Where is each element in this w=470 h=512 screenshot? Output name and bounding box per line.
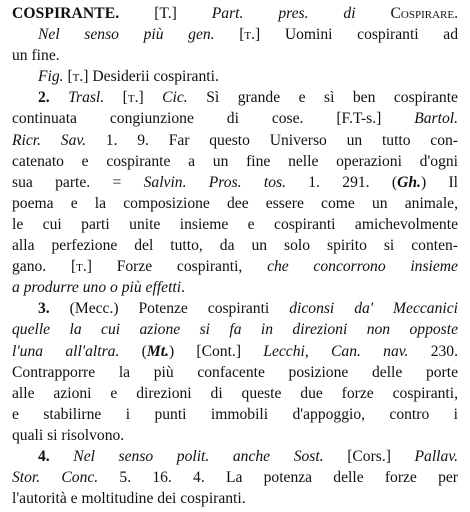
example-text: 1. 9. Far questo Universo un tutto con-	[105, 131, 459, 149]
gloss: a produrre uno o più effetti	[12, 279, 182, 297]
entry-line-13	[12, 256, 458, 277]
example-text: alla perfezione del tutto, da un solo spirito si conten-	[12, 237, 458, 255]
entry-line-14: a produrre uno o più effetti.	[12, 279, 185, 297]
example-text: gano.	[12, 258, 47, 276]
entry-line-18	[12, 362, 458, 383]
entry-line-24	[12, 488, 458, 509]
entry-line-15	[12, 298, 458, 319]
example-text: catenato e cospirante a un fine nelle operazioni d'ogni	[12, 152, 458, 170]
tag-t: [т.]	[239, 26, 261, 44]
sense-label: Fig.	[38, 68, 64, 86]
sense-number: 3.	[38, 300, 50, 318]
example-text: (Mecc.) Potenze cospiranti	[69, 300, 270, 318]
citation: 1. 291. (Gh.) Il	[308, 173, 458, 191]
entry-line-6	[12, 108, 458, 129]
tag-t: [T.]	[154, 5, 177, 22]
example-text: quali si risolvono.	[12, 426, 125, 444]
example-text: e stabilirne i punti immobili d'appoggio, contro i	[12, 405, 458, 423]
sense-number: 2.	[38, 89, 50, 107]
entry-line-21	[12, 425, 458, 446]
example-text: 5. 16. 4. La potenza delle forze per	[119, 469, 458, 487]
entry-line-20	[12, 404, 458, 425]
entry-line-9	[12, 172, 458, 193]
example-text: Forze cospiranti,	[116, 258, 243, 276]
entry-line-8	[12, 151, 458, 172]
entry-line-11	[12, 214, 458, 235]
entry-line-7	[12, 130, 458, 151]
citation: (Mt.) [Cont.]	[141, 342, 242, 360]
example-text: poema e la composizione dee essere come un animale,	[12, 194, 458, 212]
sense-number: 4.	[38, 447, 50, 465]
sense-label: Trasl.	[68, 89, 105, 107]
source-author: Pallav.	[414, 447, 458, 465]
tag-cors: [Cors.]	[347, 447, 391, 465]
example-text: Sì grande e sì ben cospirante	[206, 89, 458, 107]
source-title: Salvin. Pros. tos.	[143, 173, 286, 191]
source-author: Cic.	[162, 89, 188, 107]
sense-label: Nel senso più gen.	[38, 26, 215, 44]
gloss: diconsi da' Meccanici	[289, 300, 458, 318]
example-text: Desiderii cospiranti.	[92, 68, 219, 86]
example-text: Uomini cospiranti ad	[284, 26, 458, 44]
entry-line-19	[12, 383, 458, 404]
example-text: alle azioni e direzioni di queste due forze cospiranti,	[12, 384, 458, 402]
sense-label: Nel senso polit. anche Sost.	[73, 447, 324, 465]
entry-line-4	[12, 66, 458, 87]
cross-reference: Cospirare	[390, 5, 455, 22]
example-text: sua parte. =	[12, 173, 122, 191]
grammar-note: Part. pres. di	[211, 5, 356, 22]
entry-line-12	[12, 235, 458, 256]
entry-line-1: COSPIRANTE. [T.] Part. pres. di Cospirare.	[12, 5, 458, 22]
example-text: l'autorità e moltitudine dei cospiranti.	[12, 490, 246, 508]
gloss: l'una all'altra.	[12, 342, 120, 360]
entry-line-23	[12, 467, 458, 488]
entry-line-17	[12, 341, 458, 362]
entry-line-16	[12, 319, 458, 340]
entry-line-10	[12, 193, 458, 214]
entry-line-22	[12, 446, 458, 467]
source-title: Lecchi, Can. nav.	[263, 342, 409, 360]
entry-line-5	[12, 87, 458, 108]
tag-t: [т.]	[67, 68, 89, 86]
headword: COSPIRANTE.	[12, 5, 120, 22]
tag-t: [т.]	[122, 89, 144, 107]
source-author: Bartol.	[414, 110, 458, 128]
example-text: un fine.	[12, 47, 60, 65]
source-title: Stor. Conc.	[12, 469, 99, 487]
source-title: Ricr. Sav.	[12, 131, 87, 149]
gloss: che concorrono insieme	[267, 258, 458, 276]
example-text: continuata congiunzione di cose. [F.T-s.]	[12, 110, 382, 128]
example-text: Contrapporre la più confacente posizione delle porte	[12, 363, 458, 381]
tag-t: [т.]	[70, 258, 92, 276]
example-text: le cui parti unite insieme e cospiranti amichevolmente	[12, 215, 458, 233]
entry-line-3	[12, 45, 458, 66]
example-text: 230.	[430, 342, 458, 360]
gloss: quelle la cui azione si fa in direzioni non opposte	[12, 321, 458, 339]
entry-line-2	[12, 24, 458, 45]
